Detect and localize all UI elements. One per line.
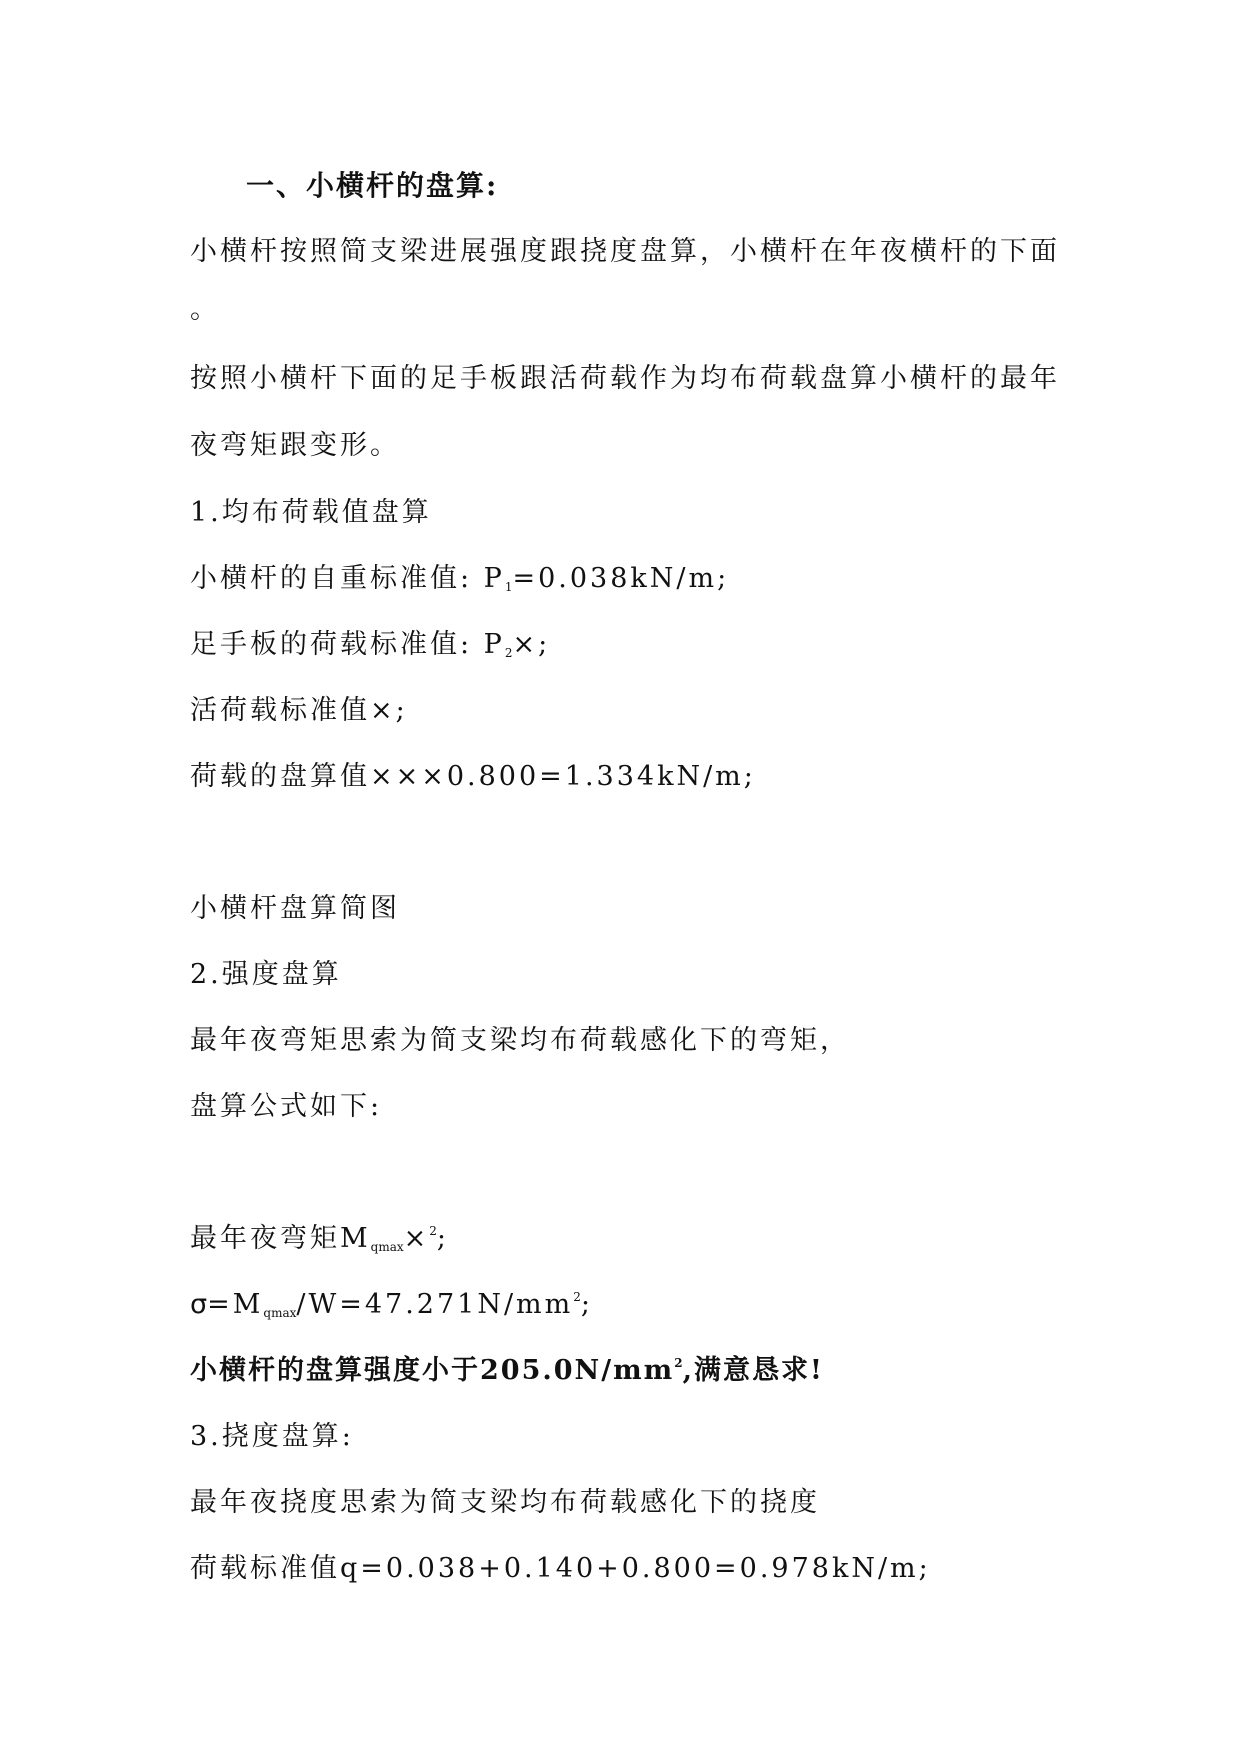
intro-line-2: 。 (190, 294, 220, 325)
max-moment-line (190, 1225, 449, 1253)
self-weight-value: =0.038kN/m; (512, 563, 730, 594)
conclusion-text-a: 小横杆的盘算强度小于205.0N/mm (190, 1355, 675, 1386)
strength-line-2: 盘算公式如下: (190, 1091, 383, 1122)
load-calc-title: 1.均布荷载值盘算 (190, 497, 432, 528)
max-moment-label: 最年夜弯矩M (190, 1223, 371, 1254)
intro-line-3: 按照小横杆下面的足手板跟活荷载作为均布荷载盘算小横杆的最年 (190, 363, 1060, 394)
deflection-title: 3.挠度盘算: (190, 1421, 354, 1452)
stress-subscript: qmax (263, 1306, 297, 1320)
board-load-value: ×; (512, 629, 551, 660)
stress-line (190, 1291, 593, 1319)
live-load-line: 活荷载标准值×; (190, 695, 408, 726)
strength-title: 2.强度盘算 (190, 959, 342, 990)
intro-line-1: 小横杆按照简支梁进展强度跟挠度盘算，小横杆在年夜横杆的下面 (190, 236, 1060, 267)
max-moment-end: ; (436, 1223, 450, 1254)
intro-line-4: 夜弯矩跟变形。 (190, 430, 400, 461)
sigma-symbol: σ (190, 1289, 208, 1320)
board-load-label: 足手板的荷载标准值: P (190, 629, 505, 660)
self-weight-subscript: 1 (504, 580, 513, 594)
section-heading: 一、小横杆的盘算: (246, 169, 499, 202)
max-moment-superscript: 2 (429, 1224, 437, 1238)
strength-conclusion (190, 1357, 824, 1384)
conclusion-text-b: ,满意恳求! (682, 1355, 824, 1386)
conclusion-superscript: 2 (674, 1356, 683, 1370)
deflection-line-2: 荷载标准值q=0.038+0.140+0.800=0.978kN/m; (190, 1553, 931, 1584)
diagram-caption: 小横杆盘算简图 (190, 893, 400, 924)
stress-superscript: 2 (573, 1290, 581, 1304)
stress-end: ; (580, 1289, 594, 1320)
board-load-subscript: 2 (504, 646, 513, 660)
stress-value: /W=47.271N/mm (296, 1289, 574, 1320)
strength-line-1: 最年夜弯矩思索为简支梁均布荷载感化下的弯矩， (190, 1025, 850, 1056)
design-value-line: 荷载的盘算值×××0.800=1.334kN/m; (190, 761, 756, 792)
stress-eq: =M (207, 1289, 264, 1320)
self-weight-label: 小横杆的自重标准值: P (190, 563, 505, 594)
max-moment-value: × (403, 1223, 430, 1254)
self-weight-line (190, 565, 729, 593)
board-load-line (190, 631, 550, 659)
max-moment-subscript: qmax (370, 1240, 404, 1254)
deflection-line-1: 最年夜挠度思索为简支梁均布荷载感化下的挠度 (190, 1487, 820, 1518)
